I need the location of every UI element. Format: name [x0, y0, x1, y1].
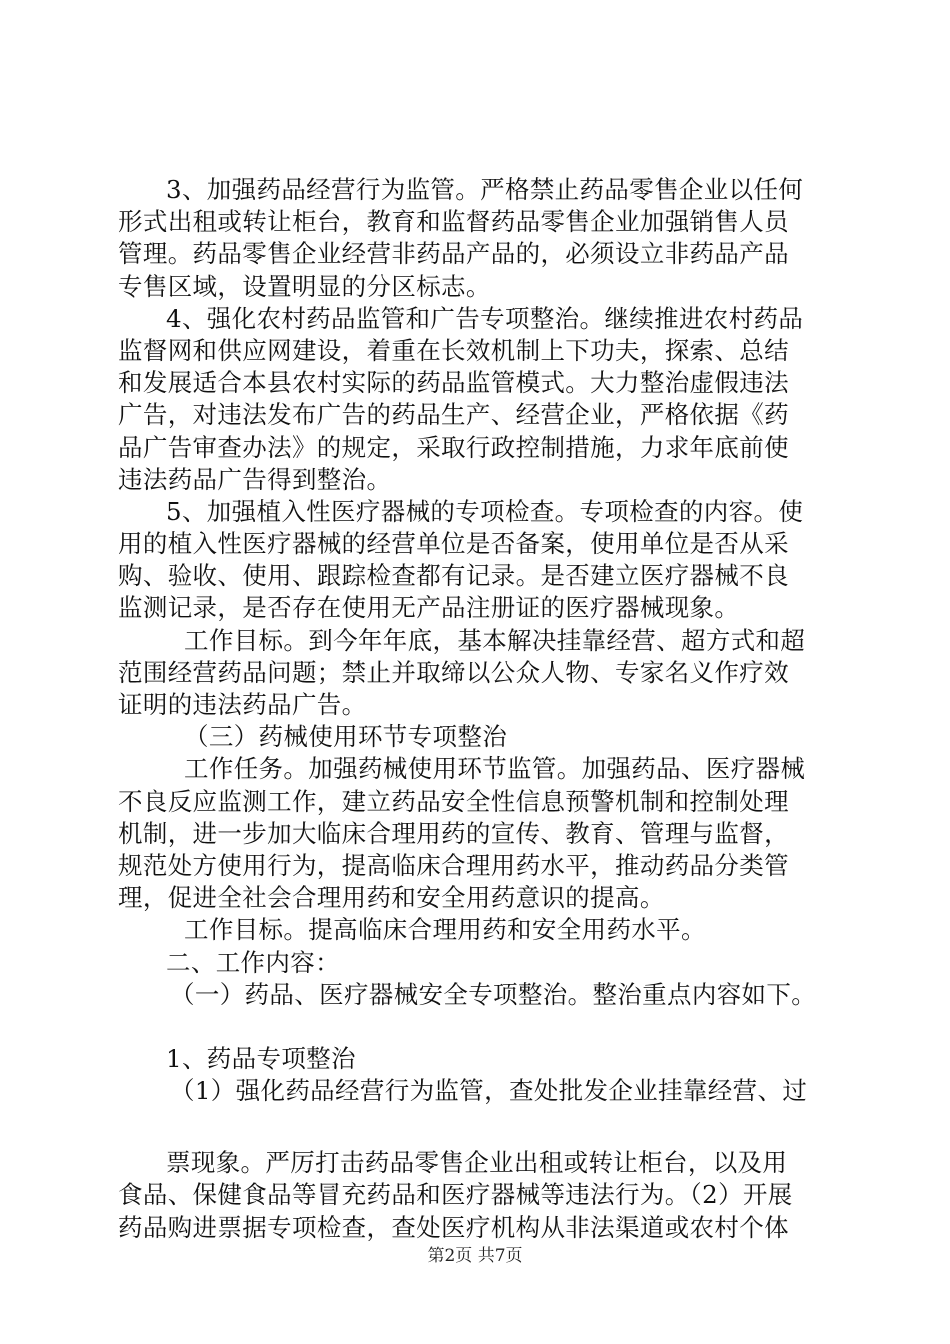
text-line: 理，促进全社会合理用药和安全用药意识的提高。: [118, 883, 665, 913]
blank-gap: [118, 1107, 838, 1147]
text-line: 药品购进票据专项检查，查处医疗机构从非法渠道或农村个体: [118, 1212, 789, 1242]
text-line: 食品、保健食品等冒充药品和医疗器械等违法行为。（2）开展: [118, 1180, 793, 1210]
section-heading: （三）药械使用环节专项整治: [184, 722, 508, 752]
text-line: 监督网和供应网建设，着重在长效机制上下功夫，探索、总结: [118, 335, 789, 365]
text-line: 5、加强植入性医疗器械的专项检查。专项检查的内容。使: [166, 496, 804, 526]
text-line: 工作目标。到今年年底，基本解决挂靠经营、超方式和超: [184, 625, 806, 655]
text-line: 监测记录，是否存在使用无产品注册证的医疗器械现象。: [118, 593, 740, 623]
text-line: 票现象。严厉打击药品零售企业出租或转让柜台，以及用: [166, 1148, 788, 1178]
page-number: 第2页 共7页: [427, 1246, 523, 1266]
text-line: 购、验收、使用、跟踪检查都有记录。是否建立医疗器械不良: [118, 561, 789, 591]
section-heading: 二、工作内容：: [166, 947, 340, 977]
text-line: 和发展适合本县农村实际的药品监管模式。大力整治虚假违法: [118, 368, 789, 398]
text-line: 违法药品广告得到整治。: [118, 464, 392, 494]
text-line: （一）药品、医疗器械安全专项整治。整治重点内容如下。: [170, 979, 817, 1009]
text-line: 用的植入性医疗器械的经营单位是否备案，使用单位是否从采: [118, 529, 789, 559]
text-line: 工作任务。加强药械使用环节监管。加强药品、医疗器械: [184, 754, 806, 784]
text-line: 管理。药品零售企业经营非药品产品的，必须设立非药品产品: [118, 239, 789, 269]
text-line: 证明的违法药品广告。: [118, 690, 367, 719]
text-line: 范围经营药品问题；禁止并取缔以公众人物、专家名义作疗效: [118, 657, 789, 687]
text-line: 机制，进一步加大临床合理用药的宣传、教育、管理与监督，: [118, 818, 789, 848]
blank-gap: [118, 1011, 838, 1043]
text-line: 广告，对违法发布广告的药品生产、经营企业，严格依据《药: [118, 400, 789, 430]
text-line: 品广告审查办法》的规定，采取行政控制措施，力求年底前使: [118, 432, 789, 462]
text-line: 规范处方使用行为，提高临床合理用药水平，推动药品分类管: [118, 850, 789, 880]
text-line: 4、强化农村药品监管和广告专项整治。继续推进农村药品: [166, 303, 804, 333]
text-line: 3、加强药品经营行为监管。严格禁止药品零售企业以任何: [166, 175, 804, 204]
text-line: 不良反应监测工作，建立药品安全性信息预警机制和控制处理: [118, 786, 789, 816]
text-line: 工作目标。提高临床合理用药和安全用药水平。: [184, 915, 706, 945]
section-heading: 1、药品专项整治: [166, 1043, 356, 1073]
text-line: 专售区域，设置明显的分区标志。: [118, 271, 491, 301]
text-line: （1）强化药品经营行为监管，查处批发企业挂靠经营、过: [170, 1076, 808, 1106]
document-body: [118, 174, 838, 1244]
text-line: 形式出租或转让柜台，教育和监督药品零售企业加强销售人员: [118, 207, 789, 237]
